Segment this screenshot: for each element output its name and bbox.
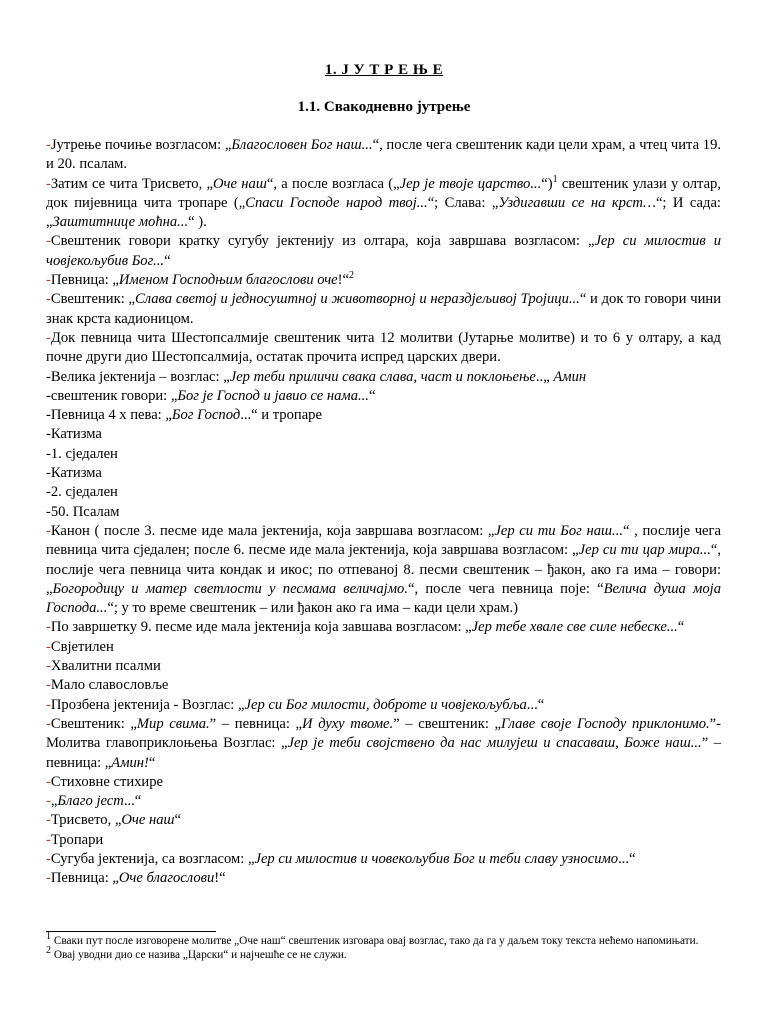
- bullet-dash: -: [46, 329, 51, 346]
- italic-text: Главе своје Господу приклонимо.: [501, 715, 710, 732]
- text-run: Сугуба јектенија, са возгласом: „: [50, 850, 255, 867]
- text-run: “, а после возгласа („: [266, 175, 400, 192]
- paragraph: [46, 503, 721, 522]
- text-run: ” – певница: „: [46, 735, 722, 771]
- text-run: Сваки пут после изговорене молитве „Оче наш“ свештеник изговара овај возглас, тако да га у даљем току текста нећемо напомињати.: [51, 935, 699, 947]
- text-run: Јутрење почиње возгласом: „: [50, 137, 232, 153]
- document-body: [46, 136, 721, 889]
- text-run: “, послије чега певница чита кондак и икос; по отпеваној 8. песми свештеник – ђакон, ако га има – говори: „: [46, 542, 721, 597]
- paragraph: [46, 773, 721, 792]
- text-run: “, после чега свештеник кади цели храм, а чтец чита 19. и 20. псалам.: [46, 137, 722, 173]
- text-run: ...“: [123, 793, 142, 810]
- text-run: Свјетилен: [50, 638, 114, 655]
- italic-text: Оче наш: [121, 812, 175, 829]
- paragraph: [46, 850, 721, 869]
- italic-text: Јер теби приличи свака слава, част и поклоњење: [229, 368, 536, 385]
- text-run: -Катизма: [46, 426, 102, 443]
- italic-text: Богородицу и матер светлости у песмама величајмо.: [52, 580, 408, 597]
- text-run: Певница: „: [50, 272, 119, 289]
- text-run: Певница: „: [50, 870, 119, 887]
- paragraph: [46, 676, 721, 695]
- bullet-dash: -: [46, 850, 51, 867]
- chapter-heading-text: 1. Ј У Т Р Е Њ Е: [324, 62, 444, 78]
- italic-text: Јер је твоје царство...: [399, 175, 542, 192]
- paragraph: [46, 136, 721, 175]
- text-run: Свештеник: „: [50, 291, 135, 308]
- paragraph: [46, 175, 721, 233]
- text-run: “ ).: [188, 214, 207, 231]
- bullet-dash: -: [46, 677, 51, 694]
- italic-text: Слава светој и једносуштној и животворној и нераздјељивој Тројици...: [134, 291, 580, 308]
- text-run: “: [174, 812, 182, 829]
- italic-text: Бог је Господ и јавио се нама...: [177, 387, 369, 404]
- paragraph: [46, 271, 721, 290]
- paragraph: [46, 387, 721, 406]
- footnote: [46, 945, 721, 963]
- text-run: !“: [337, 272, 350, 289]
- text-run: “: [164, 252, 171, 269]
- text-run: !“: [214, 870, 226, 887]
- paragraph: [46, 831, 721, 850]
- paragraph: [46, 715, 721, 773]
- text-run: “ , послије чега певница чита сједален; после 6. песме иде мала јектенија, која завршава возгласом: „: [46, 522, 721, 559]
- text-run: ...“: [526, 696, 545, 713]
- italic-text: Уздигавши се на крст…: [498, 194, 656, 211]
- text-run: “; И сада: „: [46, 194, 721, 231]
- text-run: Мало славословље: [50, 677, 169, 694]
- italic-text: Благословен Бог наш...: [231, 137, 373, 153]
- italic-text: Јер је теби својствено да нас милујеш и спасаваш, Боже наш...: [287, 735, 702, 752]
- section-heading: 1.1. Свакодневно јутрење: [297, 99, 471, 115]
- chapter-heading: [0, 62, 768, 79]
- text-run: Овај уводни дио се назива „Царски“ и најчешће се не служи.: [51, 948, 347, 961]
- paragraph: [46, 483, 721, 502]
- bullet-dash: -: [46, 522, 51, 539]
- footnote-marker: 2: [349, 270, 355, 282]
- text-run: ..„: [535, 368, 554, 385]
- paragraph: [46, 425, 721, 444]
- paragraph: [46, 406, 721, 425]
- bullet-dash: -: [46, 812, 51, 829]
- text-run: -Велика јектенија – возглас: „: [46, 368, 230, 385]
- text-run: “: [148, 754, 156, 771]
- bullet-dash: -: [46, 638, 51, 655]
- bullet-dash: -: [46, 619, 51, 636]
- text-run: Стиховне стихире: [50, 773, 164, 790]
- footnote-marker: 1: [552, 173, 558, 185]
- text-run: Свештеник говори кратку сугубу јектенију из олтара, која завршава возгласом: „: [50, 233, 595, 250]
- text-run: -2. сједален: [46, 484, 118, 501]
- bullet-dash: -: [46, 137, 51, 153]
- text-run: -Певница 4 x пева: „: [46, 407, 172, 424]
- paragraph: [46, 290, 721, 329]
- text-run: ” – певница: „: [209, 715, 303, 732]
- text-run: По завршетку 9. песме иде мала јектенија која завшава возгласом: „: [50, 619, 472, 636]
- footnote: [46, 931, 721, 949]
- text-run: “, после чега певница поје: “: [407, 580, 604, 597]
- text-run: „: [50, 793, 58, 810]
- bullet-dash: -: [46, 696, 51, 713]
- text-run: Свештеник: „: [50, 715, 137, 732]
- text-run: Прозбена јектенија - Возглас: „: [50, 696, 245, 713]
- paragraph: [46, 232, 721, 271]
- text-run: -свештеник говори: „: [46, 387, 178, 404]
- bullet-dash: -: [46, 793, 51, 810]
- bullet-dash: -: [46, 870, 51, 887]
- italic-text: Амин: [553, 368, 587, 385]
- italic-text: Јер си ти Бог наш...: [494, 522, 624, 539]
- text-run: “: [368, 387, 376, 404]
- bullet-dash: -: [46, 715, 51, 732]
- paragraph: [46, 445, 721, 464]
- paragraph: [46, 522, 721, 618]
- text-run: ...“ и тропаре: [240, 407, 322, 424]
- paragraph: [46, 329, 721, 368]
- italic-text: Јер тебе хвале све силе небеске...: [471, 619, 678, 636]
- paragraph: [46, 618, 721, 637]
- italic-text: Именом Господњим благослови оче: [118, 272, 338, 289]
- text-run: “; у то време свештеник – или ђакон ако га има – кади цели храм.): [107, 600, 518, 617]
- italic-text: Благо јест: [57, 793, 124, 810]
- italic-text: Оче благослови: [118, 870, 215, 887]
- paragraph: [46, 464, 721, 483]
- text-run: -1. сједален: [46, 445, 118, 462]
- paragraph: [46, 869, 721, 888]
- text-run: “): [541, 175, 553, 192]
- italic-text: Заштитнице моћна...: [52, 214, 189, 231]
- italic-text: Јер си милостив и човјекољубив Бог...: [46, 233, 721, 269]
- bullet-dash: -: [46, 175, 51, 192]
- italic-text: И духу твоме.: [302, 715, 394, 732]
- paragraph: [46, 657, 721, 676]
- italic-text: Јер си ти цар мира...: [578, 542, 711, 559]
- paragraph: [46, 811, 721, 830]
- paragraph: [46, 696, 721, 715]
- bullet-dash: -: [46, 831, 51, 848]
- paragraph: [46, 792, 721, 811]
- text-run: Канон ( после 3. песме иде мала јектенија, која завршава возгласом: „: [50, 522, 495, 539]
- footnote-separator: [46, 931, 216, 932]
- text-run: свештеник улази у олтар, док пијевница чита тропаре („: [46, 175, 721, 211]
- paragraph: [46, 638, 721, 657]
- text-run: Хвалитни псалми: [50, 658, 161, 675]
- italic-text: Велича душа моја Господа...: [46, 580, 721, 617]
- paragraph: [46, 368, 721, 387]
- italic-text: Амин!: [111, 754, 149, 771]
- bullet-dash: -: [46, 272, 51, 289]
- italic-text: Јер си милостив и човекољубив Бог и теби славу узносимо: [254, 850, 619, 867]
- bullet-dash: -: [46, 773, 51, 790]
- text-run: Тропари: [50, 831, 104, 848]
- italic-text: Оче наш: [213, 175, 267, 192]
- text-run: Затим се чита Трисвето, „: [50, 175, 214, 192]
- text-run: ” – свештеник: „: [393, 715, 502, 732]
- footnote-marker: 1: [46, 931, 51, 943]
- text-run: “ и док то говори чини знак крста кадионицом.: [46, 291, 721, 327]
- italic-text: Мир свима.: [136, 715, 210, 732]
- bullet-dash: -: [46, 291, 51, 308]
- bullet-dash: -: [46, 658, 51, 675]
- text-run: “; Слава: „: [427, 194, 499, 211]
- bullet-dash: -: [46, 233, 51, 250]
- footnote-marker: 2: [46, 945, 51, 957]
- footnotes: [46, 931, 721, 963]
- italic-text: Јер си Бог милости, доброте и човјекољубља: [244, 696, 527, 713]
- italic-text: Бог Господ: [171, 407, 241, 424]
- text-run: -50. Псалам: [46, 503, 120, 520]
- text-run: ...“: [618, 850, 636, 867]
- text-run: ”- Молитва главоприклоњења Возглас: „: [46, 715, 721, 752]
- italic-text: Спаси Господе народ твој...: [245, 194, 428, 211]
- text-run: Трисвето, „: [50, 812, 122, 829]
- text-run: -Катизма: [46, 465, 102, 482]
- text-run: Док певница чита Шестопсалмије свештеник чита 12 молитви (Јутарње молитве) и то 6 у олтару, а кад почне други дио Шестопсалмија, остатак прочита испред царских двери.: [46, 329, 721, 366]
- text-run: “: [677, 619, 685, 636]
